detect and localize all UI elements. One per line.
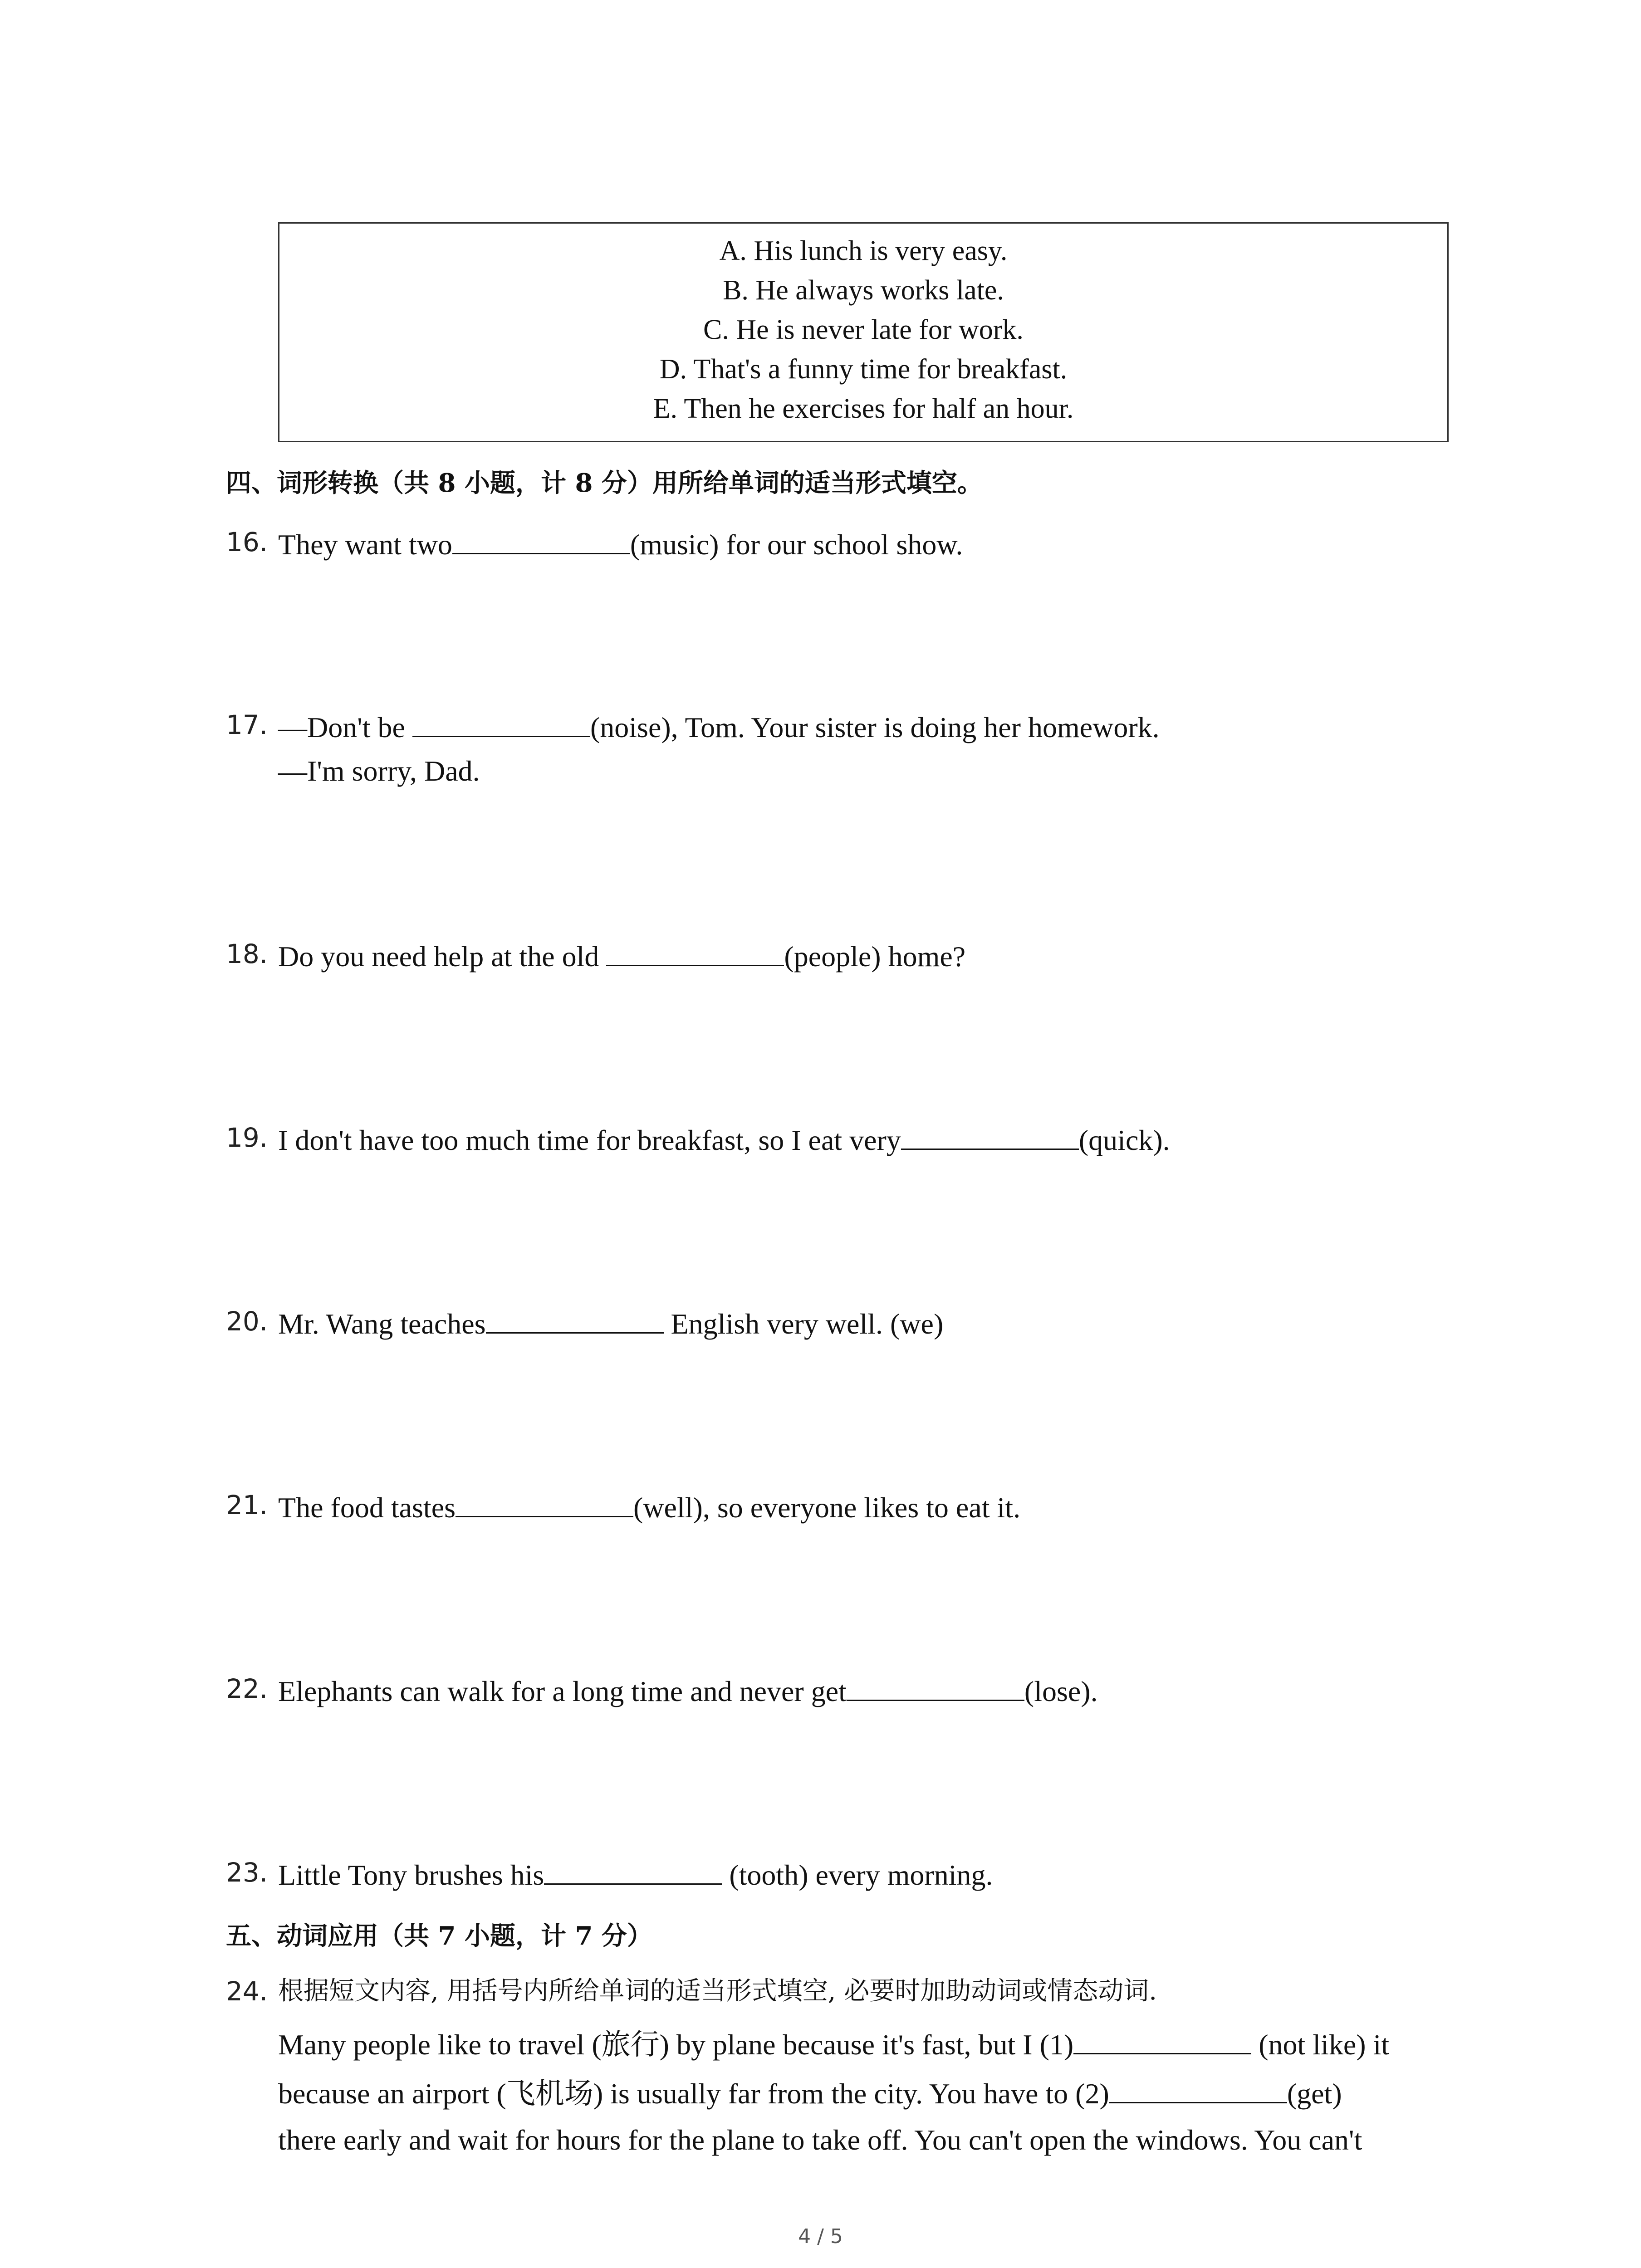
answer-blank[interactable] — [486, 1303, 664, 1334]
question-17: —Don't be (noise), Tom. Your sister is doing her homework. — [278, 707, 1160, 746]
option-d: D. That's a funny time for breakfast. — [659, 354, 1068, 385]
option-b: B. He always works late. — [723, 275, 1004, 306]
question-16: They want two (music) for our school show. — [278, 524, 963, 563]
answer-blank[interactable] — [1073, 2024, 1251, 2054]
question-18: Do you need help at the old (people) home? — [278, 936, 965, 975]
question-number: 20. — [226, 1306, 268, 1337]
answer-blank[interactable] — [456, 1487, 633, 1517]
option-e: E. Then he exercises for half an hour. — [653, 393, 1074, 424]
answer-blank[interactable] — [544, 1854, 722, 1885]
question-number: 22. — [226, 1673, 268, 1704]
answer-blank[interactable] — [1109, 2073, 1287, 2103]
question-19: I don't have too much time for breakfast, so I eat very (quick). — [278, 1119, 1170, 1158]
question-22: Elephants can walk for a long time and never get (lose). — [278, 1671, 1098, 1710]
passage-line-3: there early and wait for hours for the plane to take off. You can't open the windows. You can't — [278, 2124, 1362, 2156]
question-number: 16. — [226, 527, 268, 557]
question-number: 23. — [226, 1857, 268, 1888]
passage-line-2: because an airport (飞机场) is usually far from the city. You have to (2) (get) — [278, 2073, 1342, 2112]
answer-blank[interactable] — [452, 524, 630, 554]
page-number: 4 / 5 — [798, 2225, 843, 2248]
question-number: 17. — [226, 709, 268, 740]
question-number: 18. — [226, 938, 268, 969]
question-23: Little Tony brushes his (tooth) every morning. — [278, 1854, 993, 1893]
question-number: 24. — [226, 1976, 268, 2007]
answer-blank[interactable] — [901, 1119, 1079, 1150]
section-5-heading: 五、动词应用（共 7 小题，计 7 分） — [226, 1921, 652, 1951]
options-box — [278, 222, 1449, 442]
option-a: A. His lunch is very easy. — [719, 235, 1008, 266]
question-17-reply: —I'm sorry, Dad. — [278, 755, 480, 787]
answer-blank[interactable] — [847, 1671, 1024, 1701]
passage-line-1: Many people like to travel (旅行) by plane because it's fast, but I (1) (not like) it — [278, 2024, 1389, 2063]
question-21: The food tastes (well), so everyone likes to eat it. — [278, 1487, 1020, 1526]
question-number: 19. — [226, 1122, 268, 1153]
question-24-instruction: 根据短文内容, 用括号内所给单词的适当形式填空, 必要时加助动词或情态动词. — [278, 1976, 1157, 2006]
option-c: C. He is never late for work. — [703, 314, 1024, 345]
answer-blank[interactable] — [412, 707, 590, 737]
question-number: 21. — [226, 1490, 268, 1520]
question-20: Mr. Wang teaches English very well. (we) — [278, 1303, 943, 1342]
section-4-heading: 四、词形转换（共 8 小题，计 8 分）用所给单词的适当形式填空。 — [226, 468, 983, 498]
answer-blank[interactable] — [606, 936, 784, 966]
